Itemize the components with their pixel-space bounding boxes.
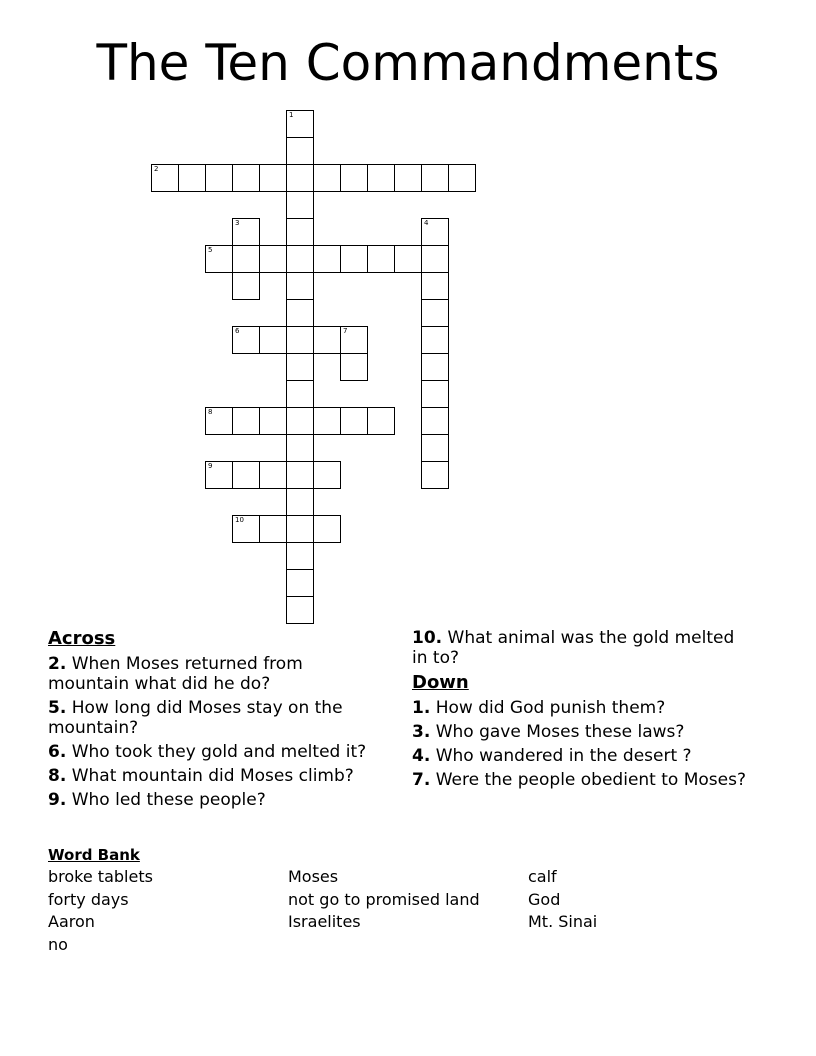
crossword-cell[interactable] [313, 326, 341, 354]
crossword-cell[interactable] [205, 407, 233, 435]
word-bank-item: Aaron [48, 912, 95, 931]
crossword-cell[interactable] [286, 137, 314, 165]
down-clue-7: 7. Were the people obedient to Moses? [412, 770, 746, 790]
crossword-cell[interactable] [421, 164, 449, 192]
crossword-cell[interactable] [151, 164, 179, 192]
crossword-cell[interactable] [421, 218, 449, 246]
clue-number: 6 [235, 327, 240, 335]
crossword-cell[interactable] [259, 245, 287, 273]
crossword-cell[interactable] [286, 191, 314, 219]
crossword-cell[interactable] [286, 353, 314, 381]
crossword-cell[interactable] [421, 272, 449, 300]
clues-section [48, 628, 768, 843]
crossword-cell[interactable] [259, 326, 287, 354]
word-bank-list [48, 865, 748, 965]
crossword-cell[interactable] [286, 596, 314, 624]
crossword-cell[interactable] [340, 407, 368, 435]
word-bank-item: calf [528, 867, 557, 886]
crossword-cell[interactable] [232, 326, 260, 354]
word-bank-item: forty days [48, 890, 129, 909]
crossword-cell[interactable] [205, 164, 233, 192]
crossword-cell[interactable] [259, 164, 287, 192]
crossword-cell[interactable] [421, 434, 449, 462]
crossword-cell[interactable] [286, 542, 314, 570]
crossword-cell[interactable] [421, 326, 449, 354]
crossword-cell[interactable] [232, 515, 260, 543]
crossword-cell[interactable] [421, 299, 449, 327]
crossword-cell[interactable] [367, 164, 395, 192]
crossword-cell[interactable] [286, 164, 314, 192]
crossword-cell[interactable] [232, 245, 260, 273]
crossword-cell[interactable] [340, 326, 368, 354]
crossword-cell[interactable] [286, 434, 314, 462]
crossword-cell[interactable] [394, 164, 422, 192]
crossword-cell[interactable] [313, 245, 341, 273]
crossword-cell[interactable] [232, 164, 260, 192]
crossword-cell[interactable] [286, 380, 314, 408]
crossword-cell[interactable] [286, 218, 314, 246]
across-clue-10: 10. What animal was the gold melted in to? [412, 628, 735, 668]
clue-number: 8 [208, 408, 213, 416]
clues-left-column [48, 628, 388, 810]
crossword-cell[interactable] [421, 380, 449, 408]
crossword-cell[interactable] [340, 353, 368, 381]
crossword-cell[interactable] [286, 272, 314, 300]
across-clue-8: 8. What mountain did Moses climb? [48, 766, 354, 786]
crossword-cell[interactable] [178, 164, 206, 192]
crossword-cell[interactable] [232, 461, 260, 489]
crossword-cell[interactable] [340, 245, 368, 273]
word-bank-item: not go to promised land [288, 890, 480, 909]
crossword-cell[interactable] [259, 461, 287, 489]
page-title: The Ten Commandments [96, 34, 720, 92]
down-heading: Down [412, 672, 469, 693]
clue-number: 10 [235, 516, 244, 524]
word-bank-item: no [48, 935, 68, 954]
word-bank-item: Moses [288, 867, 339, 886]
crossword-cell[interactable] [232, 218, 260, 246]
crossword-cell[interactable] [421, 245, 449, 273]
clues-right-column [412, 628, 752, 790]
crossword-cell[interactable] [259, 515, 287, 543]
word-bank-title: Word Bank [48, 846, 140, 864]
word-bank-item: God [528, 890, 561, 909]
crossword-cell[interactable] [340, 164, 368, 192]
crossword-cell[interactable] [259, 407, 287, 435]
crossword-cell[interactable] [286, 110, 314, 138]
across-clue-9: 9. Who led these people? [48, 790, 266, 810]
word-bank-item: Mt. Sinai [528, 912, 598, 931]
crossword-cell[interactable] [205, 245, 233, 273]
crossword-cell[interactable] [313, 515, 341, 543]
clue-number: 4 [424, 219, 429, 227]
across-clue-5: 5. How long did Moses stay on the mountain? [48, 698, 343, 738]
down-clue-4: 4. Who wandered in the desert ? [412, 746, 692, 766]
down-clue-1: 1. How did God punish them? [412, 698, 666, 718]
crossword-cell[interactable] [286, 488, 314, 516]
clue-number: 9 [208, 462, 213, 470]
crossword-cell[interactable] [313, 461, 341, 489]
crossword-cell[interactable] [448, 164, 476, 192]
word-bank-item: broke tablets [48, 867, 153, 886]
crossword-cell[interactable] [286, 569, 314, 597]
across-clue-2: 2. When Moses returned from mountain what did he do? [48, 654, 303, 694]
crossword-cell[interactable] [286, 245, 314, 273]
clue-number: 7 [343, 327, 348, 335]
word-bank-item: Israelites [288, 912, 361, 931]
down-clue-3: 3. Who gave Moses these laws? [412, 722, 685, 742]
crossword-cell[interactable] [313, 407, 341, 435]
crossword-cell[interactable] [286, 299, 314, 327]
clue-number: 5 [208, 246, 213, 254]
clue-number: 3 [235, 219, 240, 227]
crossword-cell[interactable] [286, 461, 314, 489]
crossword-cell[interactable] [421, 461, 449, 489]
across-heading: Across [48, 628, 116, 649]
crossword-cell[interactable] [286, 407, 314, 435]
crossword-cell[interactable] [205, 461, 233, 489]
crossword-cell[interactable] [232, 272, 260, 300]
crossword-cell[interactable] [286, 515, 314, 543]
crossword-cell[interactable] [421, 353, 449, 381]
clue-number: 2 [154, 165, 159, 173]
word-bank [48, 845, 748, 965]
crossword-cell[interactable] [394, 245, 422, 273]
crossword-cell[interactable] [367, 407, 395, 435]
crossword-cell[interactable] [313, 164, 341, 192]
across-clue-6: 6. Who took they gold and melted it? [48, 742, 367, 762]
crossword-cell[interactable] [421, 407, 449, 435]
clue-number: 1 [289, 111, 294, 119]
crossword-cell[interactable] [367, 245, 395, 273]
crossword-cell[interactable] [286, 326, 314, 354]
crossword-cell[interactable] [232, 407, 260, 435]
